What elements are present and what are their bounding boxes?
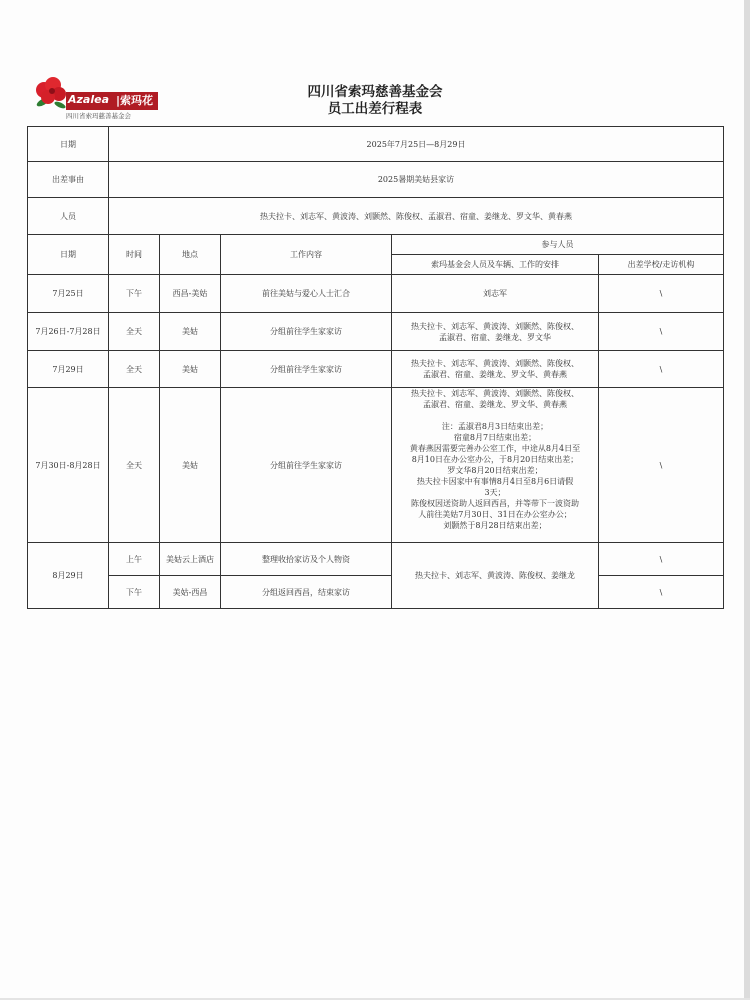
row-place: 美姑云上酒店 xyxy=(160,543,221,576)
row-school: \ xyxy=(599,313,724,351)
col-header-work: 工作内容 xyxy=(221,235,392,275)
row-time: 全天 xyxy=(109,351,160,388)
document-subtitle: 员工出差行程表 xyxy=(327,101,423,117)
table-row xyxy=(28,313,724,351)
row-school: \ xyxy=(599,351,724,388)
row-place: 西昌-美姑 xyxy=(160,275,221,313)
row-people: 热夫拉卡、刘志军、黄波涛、陈俊权、姜继龙 xyxy=(392,543,599,609)
date-label: 日期 xyxy=(28,127,109,162)
row-school: \ xyxy=(599,275,724,313)
staff-value: 热夫拉卡、刘志军、黄波涛、刘颢然、陈俊权、孟淑君、宿童、姜继龙、罗文华、黄春燕 xyxy=(109,198,724,235)
row-time: 全天 xyxy=(109,313,160,351)
scan-edge xyxy=(744,0,750,1000)
row-work: 前往美姑与爱心人士汇合 xyxy=(221,275,392,313)
table-row xyxy=(28,576,724,609)
table-row xyxy=(28,351,724,388)
row-date: 7月30日-8月28日 xyxy=(28,388,109,543)
col-header-schools: 出差学校/走访机构 xyxy=(599,255,724,275)
row-work: 分组返回西昌，结束家访 xyxy=(221,576,392,609)
reason-label: 出差事由 xyxy=(28,162,109,198)
col-header-participants: 参与人员 xyxy=(392,235,724,255)
row-place: 美姑 xyxy=(160,313,221,351)
row-work: 分组前往学生家家访 xyxy=(221,388,392,543)
row-school: \ xyxy=(599,388,724,543)
row-date: 7月26日-7月28日 xyxy=(28,313,109,351)
row-note: 注：孟淑君8月3日结束出差； 宿童8月7日结束出差； 黄春燕因需要完善办公室工作，中途从8月4日至 8月10日在办公室办公，于8月20日结束出差； 罗文华8月20日结束出差； 热夫拉卡因家中有事情8月4日至8月6日请假 3天； 陈俊权因送资助人返回西昌，并等带下一波资助 人前往美姑7月30日、31日在办公室办公； 刘颢然于8月28日结束出差； xyxy=(409,422,581,530)
col-header-time: 时间 xyxy=(109,235,160,275)
col-header-staff-vehicle: 索玛基金会人员及车辆、工作的安排 xyxy=(392,255,599,275)
table-row xyxy=(28,388,724,543)
row-place: 美姑-西昌 xyxy=(160,576,221,609)
row-work: 分组前往学生家家访 xyxy=(221,351,392,388)
row-work: 整理收拾家访及个人物资 xyxy=(221,543,392,576)
row-people: 热夫拉卡、刘志军、黄波涛、刘颢然、陈俊权、 孟淑君、宿童、姜继龙、罗文华、黄春燕 xyxy=(411,389,579,409)
reason-value: 2025暑期美姑县家访 xyxy=(109,162,724,198)
logo-subtitle: 四川省索玛慈善基金会 xyxy=(66,112,131,120)
summary-row-staff xyxy=(28,198,724,235)
table-row xyxy=(28,543,724,576)
row-work: 分组前往学生家家访 xyxy=(221,313,392,351)
travel-schedule-table xyxy=(27,126,724,609)
row-people: 热夫拉卡、刘志军、黄波涛、刘颢然、陈俊权、 孟淑君、宿童、姜继龙、罗文华 xyxy=(411,321,579,342)
row-date: 7月29日 xyxy=(28,351,109,388)
row-people: 刘志军 xyxy=(392,275,599,313)
row-school: \ xyxy=(599,543,724,576)
row-people-cell xyxy=(392,388,599,543)
col-header-date: 日期 xyxy=(28,235,109,275)
row-people-cell xyxy=(392,351,599,388)
document-title: 四川省索玛慈善基金会 xyxy=(307,84,443,100)
row-school: \ xyxy=(599,576,724,609)
column-header-row xyxy=(28,235,724,255)
staff-label: 人员 xyxy=(28,198,109,235)
table-row xyxy=(28,275,724,313)
logo-brand-en: Azalea xyxy=(68,93,109,106)
row-time: 上午 xyxy=(109,543,160,576)
date-value: 2025年7月25日—8月29日 xyxy=(109,127,724,162)
row-people-cell xyxy=(392,313,599,351)
row-date: 7月25日 xyxy=(28,275,109,313)
logo-brand-cn: |索玛花 xyxy=(116,94,154,107)
row-time: 下午 xyxy=(109,576,160,609)
row-date: 8月29日 xyxy=(28,543,109,609)
row-place: 美姑 xyxy=(160,388,221,543)
col-header-place: 地点 xyxy=(160,235,221,275)
row-time: 下午 xyxy=(109,275,160,313)
summary-row-date xyxy=(28,127,724,162)
summary-row-reason xyxy=(28,162,724,198)
row-time: 全天 xyxy=(109,388,160,543)
row-place: 美姑 xyxy=(160,351,221,388)
row-people: 热夫拉卡、刘志军、黄波涛、刘颢然、陈俊权、 孟淑君、宿童、姜继龙、罗文华、黄春燕 xyxy=(411,359,579,379)
